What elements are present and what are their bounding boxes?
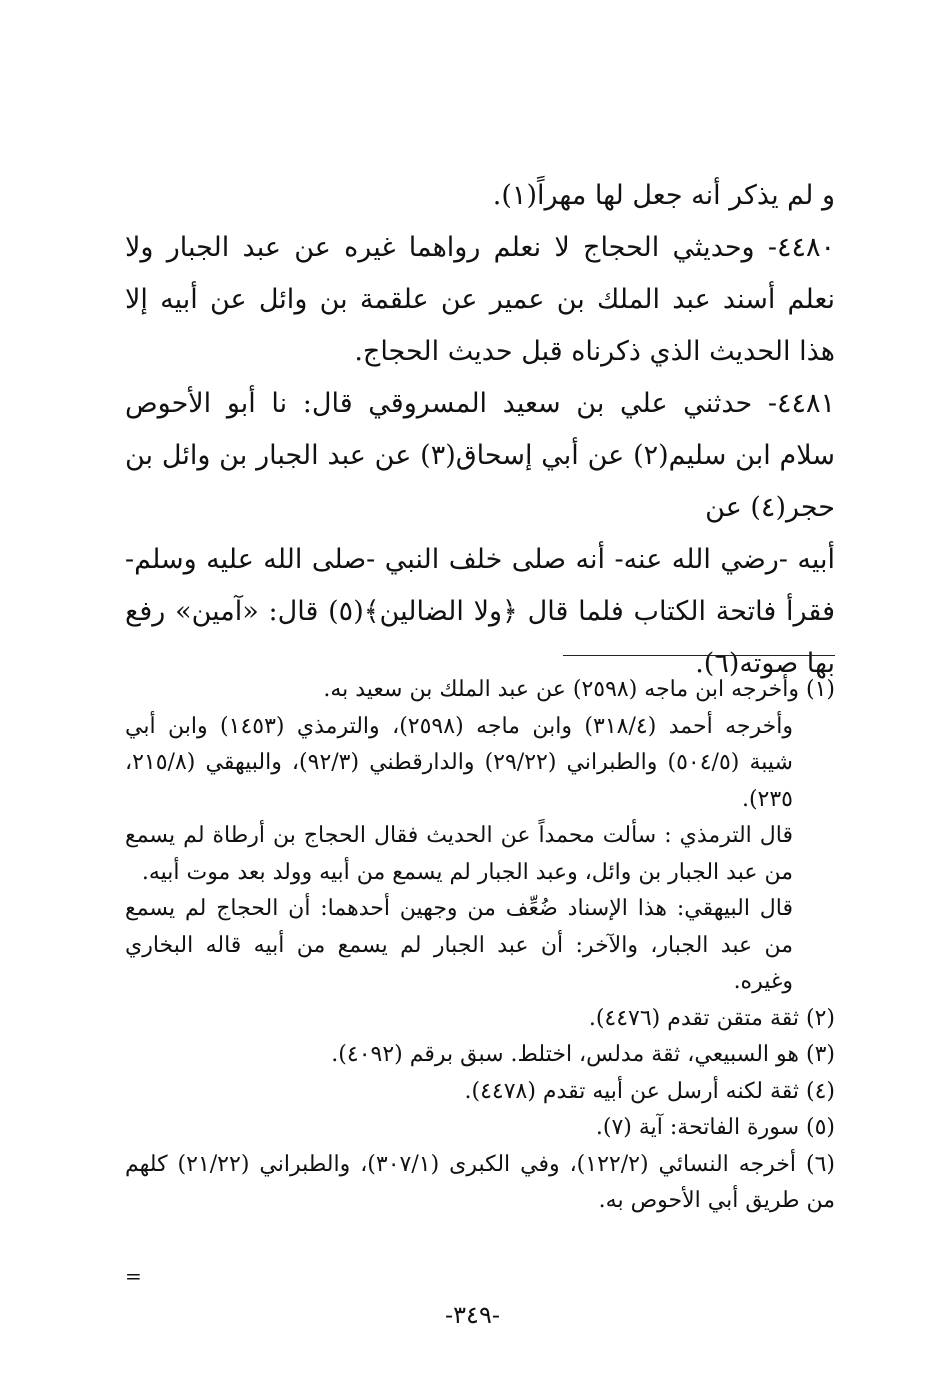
footnote-5: (٥) سورة الفاتحة: آية (٧). bbox=[595, 1115, 835, 1140]
footnote-1-sources: وأخرجه أحمد (٣١٨/٤) وابن ماجه (٢٥٩٨)، والترمذي (١٤٥٣) وابن أبي شيبة (٥٠٤/٥) والطبراني (٢٩/٢٢) والدارقطني (٩٢/٣)، والبيهقي (٢١٥/٨، ٢٣٥). bbox=[125, 713, 793, 812]
paragraph-hadith-4481-text: أبيه -رضي الله عنه- أنه صلى خلف النبي -صلى الله عليه وسلم- فقرأ فاتحة الكتاب فلما قال ﴿ولا الضالين﴾(٥) قال: «آمين» رفع بها صوته(٦). bbox=[125, 544, 835, 679]
footnote-6: (٦) أخرجه النسائي (١٢٢/٢)، وفي الكبرى (٣٠٧/١)، والطبراني (٢١/٢٢) كلهم من طريق أبي الأحوص به. bbox=[125, 1151, 836, 1213]
main-text bbox=[125, 170, 835, 690]
paragraph-hadith-4481-chain: ٤٤٨١- حدثني علي بن سعيد المسروقي قال: نا أبو الأحوص سلام ابن سليم(٢) عن أبي إسحاق(٣) عن عبد الجبار بن وائل بن حجر(٤) عن bbox=[125, 388, 835, 523]
footnote-4: (٤) ثقة لكنه أرسل عن أبيه تقدم (٤٤٧٨). bbox=[464, 1078, 835, 1104]
footnote-1: (١) وأخرجه ابن ماجه (٢٥٩٨) عن عبد الملك بن سعيد به. bbox=[323, 677, 835, 702]
footnote-1-tirmidhi: قال الترمذي : سألت محمداً عن الحديث فقال الحجاج بن أرطاة لم يسمع من عبد الجبار بن وائل، وعبد الجبار لم يسمع من أبيه وولد بعد موت أبيه. bbox=[125, 823, 793, 885]
footnotes bbox=[125, 672, 835, 1220]
paragraph-intro: و لم يذكر أنه جعل لها مهراً(١). bbox=[492, 180, 835, 211]
footnote-3: (٣) هو السبيعي، ثقة مدلس، اختلط. سبق برقم (٤٠٩٢). bbox=[331, 1042, 835, 1067]
footnote-2: (٢) ثقة متقن تقدم (٤٤٧٦). bbox=[588, 1005, 835, 1031]
footnote-1-bayhaqi: قال البيهقي: هذا الإسناد ضُعِّف من وجهين أحدهما: أن الحجاج لم يسمع من عبد الجبار، والآخر: أن عبد الجبار لم يسمع من أبيه قاله البخاري وغيره. bbox=[125, 896, 793, 994]
page-number: -٣٤٩- bbox=[445, 1301, 500, 1329]
paragraph-hadith-4480: ٤٤٨٠- وحديثي الحجاج لا نعلم رواهما غيره عن عبد الجبار ولا نعلم أسند عبد الملك بن عمير عن علقمة بن وائل عن أبيه إلا هذا الحديث الذي ذكرناه قبل حديث الحجاج. bbox=[125, 232, 835, 367]
footnote-separator bbox=[563, 655, 835, 656]
continuation-mark: = bbox=[125, 1264, 142, 1288]
